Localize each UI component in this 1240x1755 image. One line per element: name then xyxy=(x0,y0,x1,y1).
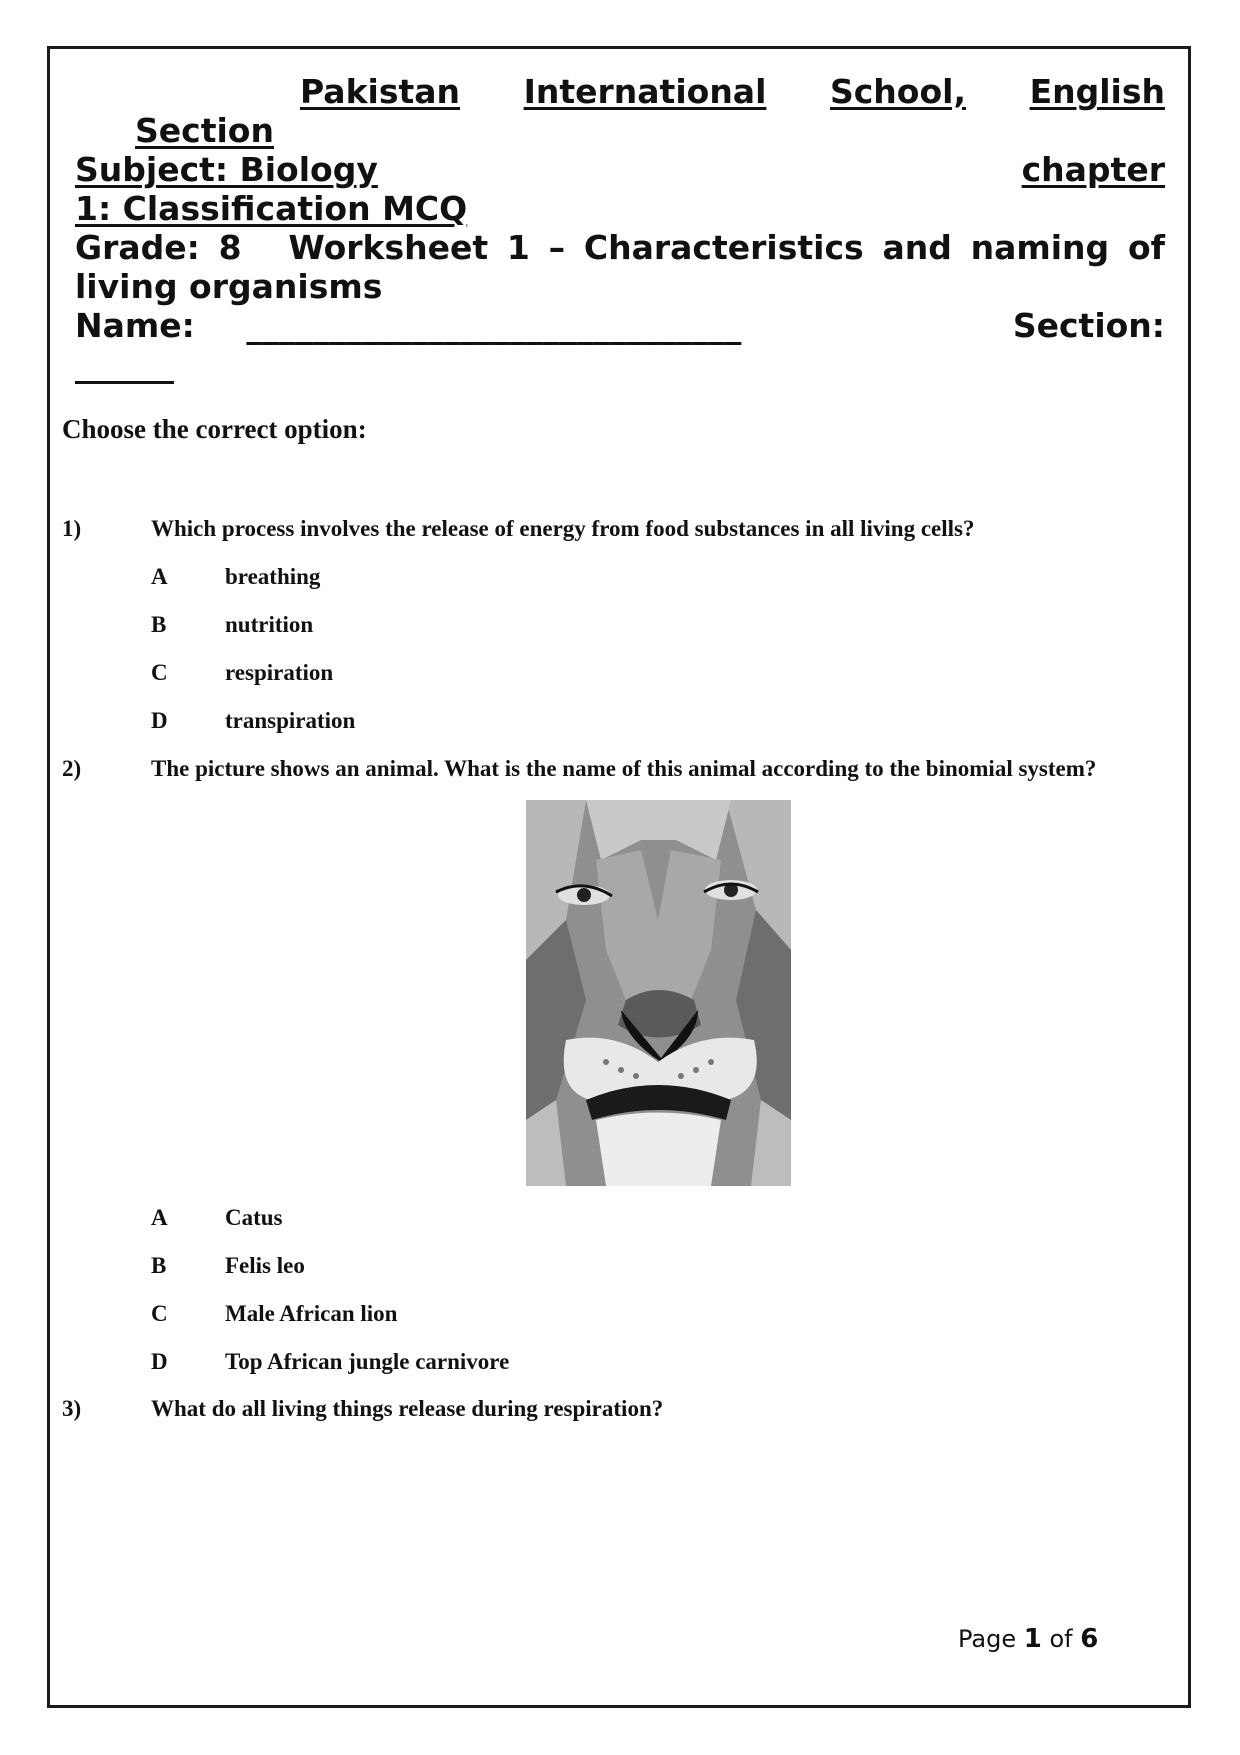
option-letter: C xyxy=(151,1301,168,1326)
worksheet-line: Grade: 8 Worksheet 1 – Characteristics and naming of xyxy=(75,228,1165,267)
option-text[interactable]: Male African lion xyxy=(225,1301,398,1326)
option-text[interactable]: transpiration xyxy=(225,708,356,733)
option-letter: D xyxy=(151,708,168,733)
option-text[interactable]: respiration xyxy=(225,660,334,685)
question-number: 2) xyxy=(62,756,82,781)
option-text[interactable]: Felis leo xyxy=(225,1253,305,1278)
option-text[interactable]: breathing xyxy=(225,564,321,589)
question-number: 3) xyxy=(62,1396,82,1421)
subject-line xyxy=(75,150,1165,189)
total-pages: 6 xyxy=(1080,1624,1099,1654)
worksheet-title-tail: living organisms xyxy=(75,267,383,306)
school-word: School, xyxy=(829,72,966,111)
instruction: Choose the correct option: xyxy=(62,414,367,444)
option-text[interactable]: Top African jungle carnivore xyxy=(225,1349,510,1374)
option-text[interactable]: Catus xyxy=(225,1205,283,1230)
school-word: Pakistan xyxy=(300,72,461,111)
name-label: Name: xyxy=(75,306,195,345)
section-label: Section: xyxy=(1012,306,1165,345)
section-blank[interactable]: ______ xyxy=(75,345,174,384)
current-page: 1 xyxy=(1023,1624,1042,1654)
option-text[interactable]: nutrition xyxy=(225,612,314,637)
option-letter: B xyxy=(151,612,167,637)
question-number: 1) xyxy=(62,516,82,541)
chapter-title: 1: Classification MCQ xyxy=(75,189,468,228)
option-letter: A xyxy=(151,564,168,589)
option-letter: A xyxy=(151,1205,168,1230)
question-text: Which process involves the release of energy from food substances in all living cells? xyxy=(151,516,975,541)
school-title-tail: Section xyxy=(135,111,274,150)
option-letter: C xyxy=(151,660,168,685)
school-title xyxy=(300,72,1165,111)
page-indicator: Page 1 of 6 xyxy=(958,1624,1099,1654)
name-blank[interactable]: ______________________________ xyxy=(246,306,742,345)
question-text: What do all living things release during respiration? xyxy=(151,1396,664,1421)
option-letter: B xyxy=(151,1253,167,1278)
lion-face-image xyxy=(526,800,791,1186)
school-word: English xyxy=(1029,72,1165,111)
question-text: The picture shows an animal. What is the name of this animal according to the binomial system? xyxy=(151,756,1097,781)
name-line xyxy=(75,306,1165,345)
school-word: International xyxy=(523,72,767,111)
chapter-word: chapter xyxy=(1021,150,1165,189)
subject-label: Subject: Biology xyxy=(75,150,378,189)
option-letter: D xyxy=(151,1349,168,1374)
